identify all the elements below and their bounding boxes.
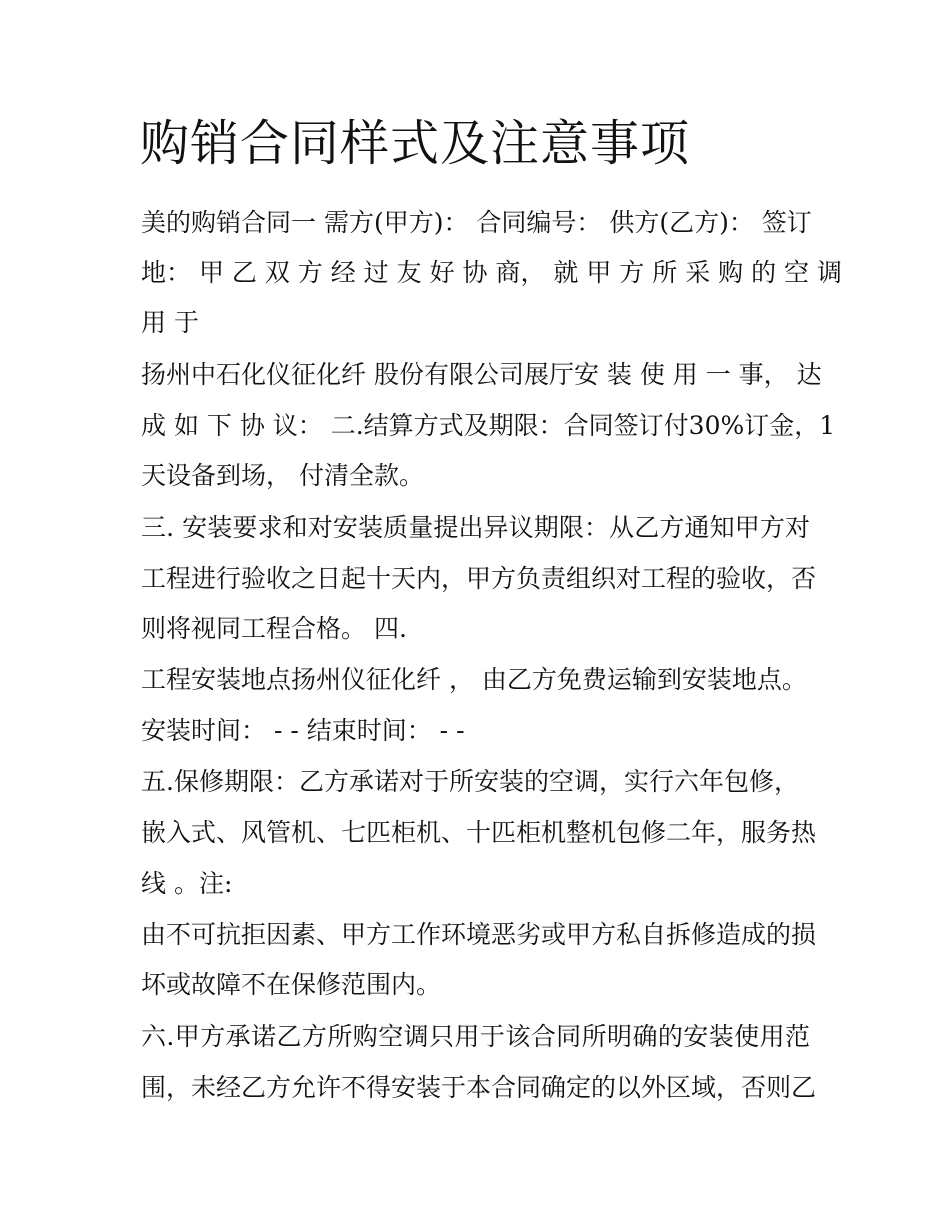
body-line: 围，未经乙方允许不得安装于本合同确定的以外区域，否则乙 xyxy=(141,1073,817,1102)
body-line: 工程进行验收之日起十天内，甲方负责组织对工程的验收，否 xyxy=(141,564,817,593)
body-line: 则将视同工程合格。 四. xyxy=(141,614,407,643)
body-line: 六.甲方承诺乙方所购空调只用于该合同所明确的安装使用范 xyxy=(141,1022,810,1051)
body-line: 地： 甲 乙 双 方 经 过 友 好 协 商， 就 甲 方 所 采 购 的 空 调 xyxy=(141,258,842,287)
body-line: 五.保修期限：乙方承诺对于所安装的空调，实行六年包修， xyxy=(141,767,799,796)
body-line: 工程安装地点扬州仪征化纤 ， 由乙方免费运输到安装地点。 xyxy=(141,665,807,694)
body-line: 美的购销合同一 需方(甲方)： 合同编号： 供方(乙方)： 签订 xyxy=(141,208,812,237)
body-line: 成 如 下 协 议： 二.结算方式及期限：合同签订付30%订金，1 xyxy=(141,411,836,440)
body-line: 安装时间： - - 结束时间： - - xyxy=(141,716,465,745)
body-line: 用 于 xyxy=(141,308,199,337)
body-line: 线 。注: xyxy=(141,869,233,898)
body-line: 扬州中石化仪征化纤 股份有限公司展厅安 装 使 用 一 事， 达 xyxy=(141,360,822,389)
body-line: 嵌入式、风管机、七匹柜机、十匹柜机整机包修二年，服务热 xyxy=(141,818,817,847)
body-line: 天设备到场， 付清全款。 xyxy=(141,461,424,490)
body-line: 由不可抗拒因素、甲方工作环境恶劣或甲方私自拆修造成的损 xyxy=(141,920,817,949)
body-line: 三. 安装要求和对安装质量提出异议期限：从乙方通知甲方对 xyxy=(141,513,810,542)
body-line: 坏或故障不在保修范围内。 xyxy=(141,970,442,999)
document-title: 购销合同样式及注意事项 xyxy=(140,115,691,172)
